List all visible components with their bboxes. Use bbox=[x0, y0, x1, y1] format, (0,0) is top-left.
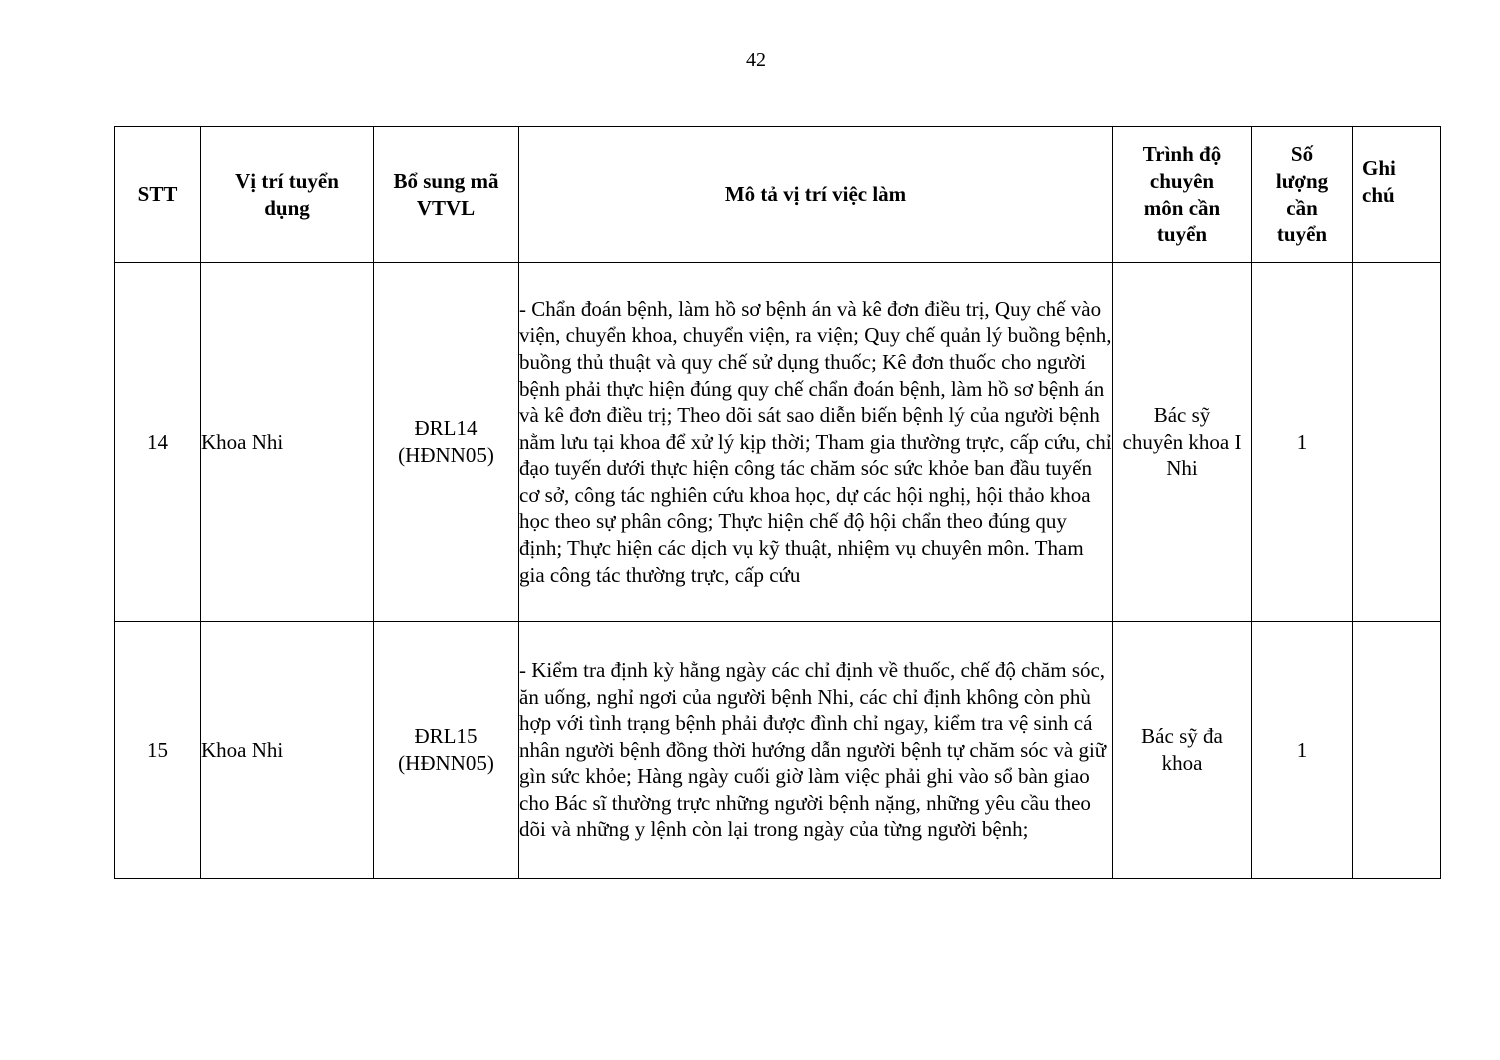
cell-qualification: Bác sỹ đa khoa bbox=[1113, 622, 1252, 879]
page-number: 42 bbox=[746, 49, 766, 71]
header-note: Ghi chú bbox=[1353, 127, 1441, 263]
header-description: Mô tả vị trí việc làm bbox=[519, 127, 1113, 263]
header-stt: STT bbox=[115, 127, 201, 263]
table-row bbox=[115, 263, 1441, 622]
recruitment-table bbox=[114, 126, 1441, 879]
header-qualification: Trình độ chuyên môn cần tuyển bbox=[1113, 127, 1252, 263]
cell-note bbox=[1353, 263, 1441, 622]
cell-position: Khoa Nhi bbox=[201, 263, 374, 622]
code-line: (HĐNN05) bbox=[398, 751, 494, 775]
cell-quantity: 1 bbox=[1252, 263, 1353, 622]
cell-note bbox=[1353, 622, 1441, 879]
header-code: Bổ sung mã VTVL bbox=[374, 127, 519, 263]
cell-code bbox=[374, 622, 519, 879]
cell-stt: 14 bbox=[115, 263, 201, 622]
code-line: ĐRL14 bbox=[414, 416, 478, 441]
header-row bbox=[115, 127, 1441, 263]
cell-qualification: Bác sỹ chuyên khoa I Nhi bbox=[1113, 263, 1252, 622]
header-position: Vị trí tuyển dụng bbox=[201, 127, 374, 263]
cell-stt: 15 bbox=[115, 622, 201, 879]
cell-position: Khoa Nhi bbox=[201, 622, 374, 879]
header-quantity: Số lượng cần tuyển bbox=[1252, 127, 1353, 263]
code-line: (HĐNN05) bbox=[398, 443, 494, 467]
code-line: ĐRL15 bbox=[414, 724, 478, 749]
cell-quantity: 1 bbox=[1252, 622, 1353, 879]
cell-description: - Chẩn đoán bệnh, làm hồ sơ bệnh án và kê đơn điều trị, Quy chế vào viện, chuyển khoa, chuyển viện, ra viện; Quy chế quản lý buồng bệnh, buồng thủ thuật và quy chế sử dụng thuốc; Kê đơn thuốc cho người bệnh phải thực hiện đúng quy chế chẩn đoán bệnh, làm hồ sơ bệnh án và kê đơn điều trị; Theo dõi sát sao diễn biến bệnh lý của người bệnh nằm lưu tại khoa để xử lý kịp thời; Tham gia thường trực, cấp cứu, chỉ đạo tuyến dưới thực hiện công tác chăm sóc sức khỏe ban đầu tuyến cơ sở, công tác nghiên cứu khoa học, dự các hội nghị, hội thảo khoa học theo sự phân công; Thực hiện chế độ hội chẩn theo đúng quy định; Thực hiện các dịch vụ kỹ thuật, nhiệm vụ chuyên môn. Tham gia công tác thường trực, cấp cứu bbox=[519, 263, 1113, 622]
table-row bbox=[115, 622, 1441, 879]
cell-description: - Kiểm tra định kỳ hằng ngày các chỉ định về thuốc, chế độ chăm sóc, ăn uống, nghỉ ngơi của người bệnh Nhi, các chỉ định không còn phù hợp với tình trạng bệnh phải được đình chỉ ngay, kiểm tra vệ sinh cá nhân người bệnh đồng thời hướng dẫn người bệnh tự chăm sóc và giữ gìn sức khỏe; Hàng ngày cuối giờ làm việc phải ghi vào sổ bàn giao cho Bác sĩ thường trực những người bệnh nặng, những yêu cầu theo dõi và những y lệnh còn lại trong ngày của từng người bệnh; bbox=[519, 622, 1113, 879]
cell-code bbox=[374, 263, 519, 622]
